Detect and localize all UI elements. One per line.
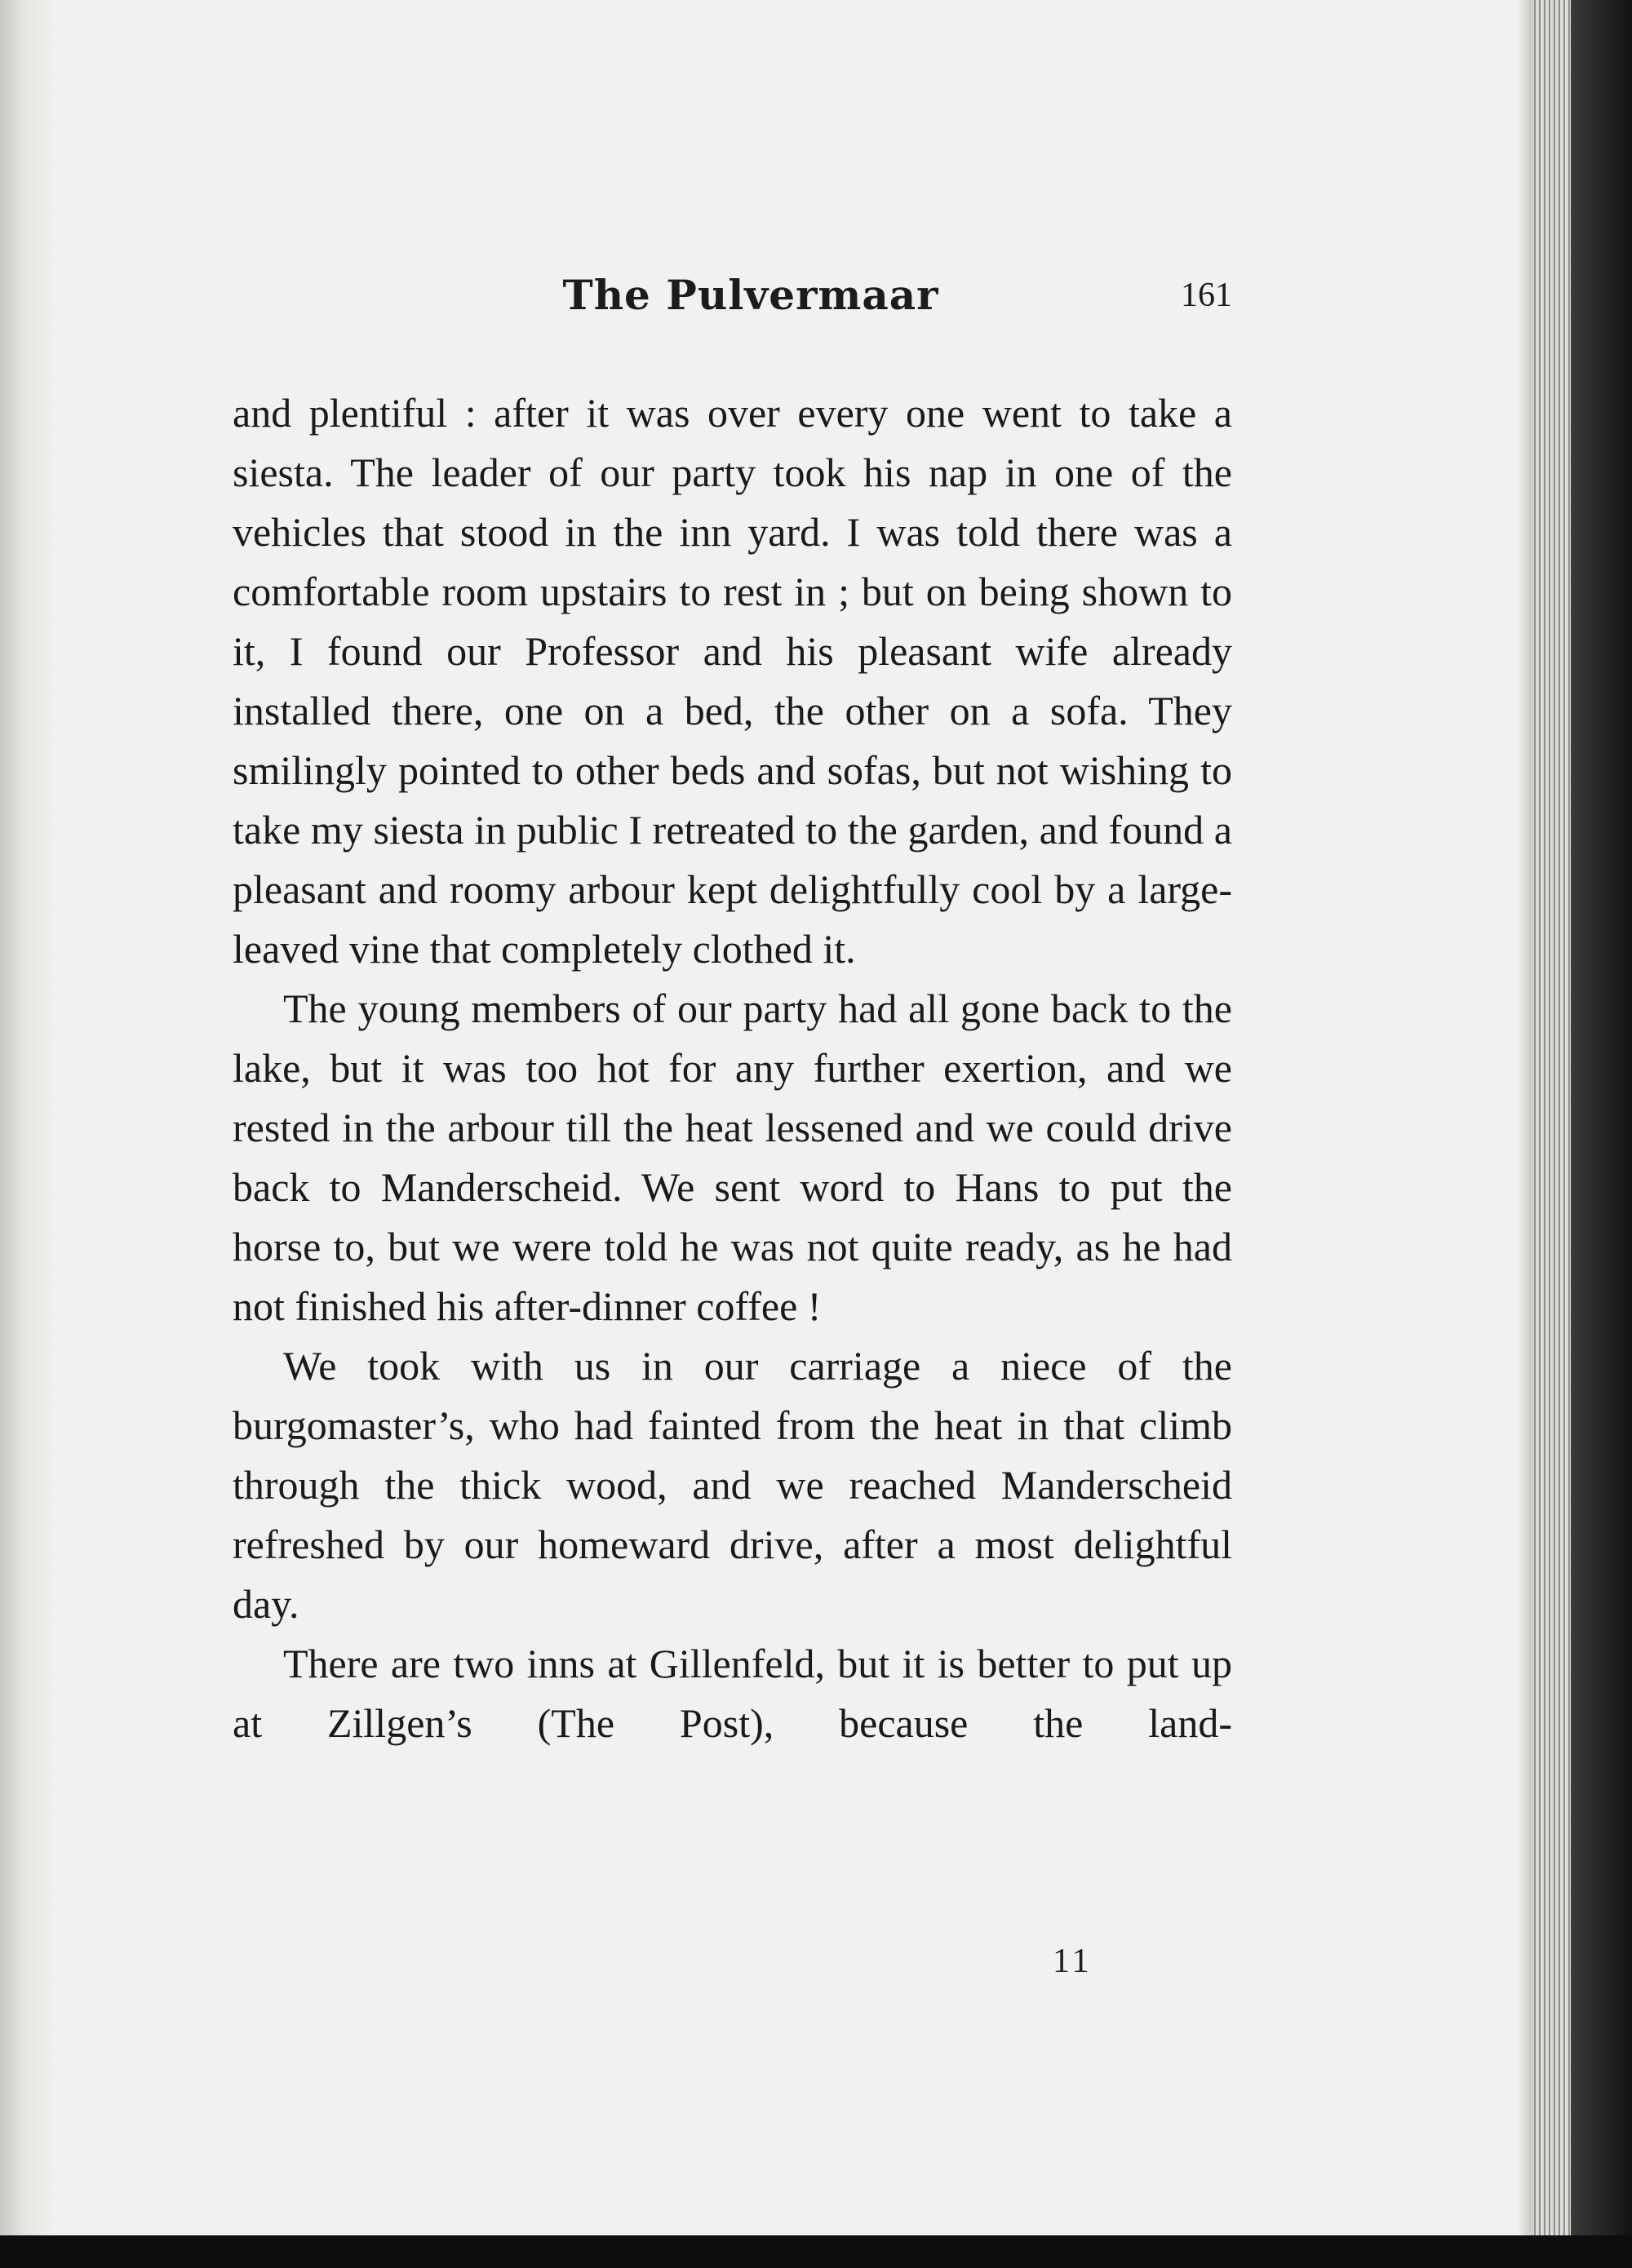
page-edges [1532,0,1571,2235]
scan-background-bottom [0,2235,1632,2268]
paragraph-4: There are two inns at Gillenfeld, but it is better to put up at Zillgen’s (The Post), because the land- [233,1641,1232,1746]
signature-mark: 11 [1053,1942,1093,1980]
page-gutter-shadow [1518,0,1532,2235]
body-text [233,383,1232,1753]
scan-background-right [1571,0,1632,2268]
page-number: 161 [1181,277,1232,314]
paragraph-2: The young members of our party had all gone back to the lake, but it was too hot for any further exertion, and we rested in the arbour till the heat lessened and we could drive back to Manderscheid. We sent word to Hans to put the horse to, but we were told he was not quite ready, as he had not finished his after-dinner coffee ! [233,986,1232,1329]
paragraph-3: We took with us in our carriage a niece of the burgomaster’s, who had fainted from the heat in that climb through the thick wood, and we reached Manderscheid refreshed by our homeward drive, after a most delightful day. [233,1343,1232,1627]
paragraph-1: and plentiful : after it was over every one went to take a siesta. The leader of our party took his nap in one of the vehicles that stood in the inn yard. I was told there was a comfortable room upstairs to rest in ; but on being shown to it, I found our Professor and his pleasant wife already installed there, one on a bed, the other on a sofa. They smilingly pointed to other beds and sofas, but not wishing to take my siesta in public I retreated to the garden, and found a pleasant and roomy arbour kept delightfully cool by a large-leaved vine that completely clothed it. [233,390,1232,972]
running-head: The Pulvermaar [562,271,939,319]
binding-shadow [0,0,57,2235]
